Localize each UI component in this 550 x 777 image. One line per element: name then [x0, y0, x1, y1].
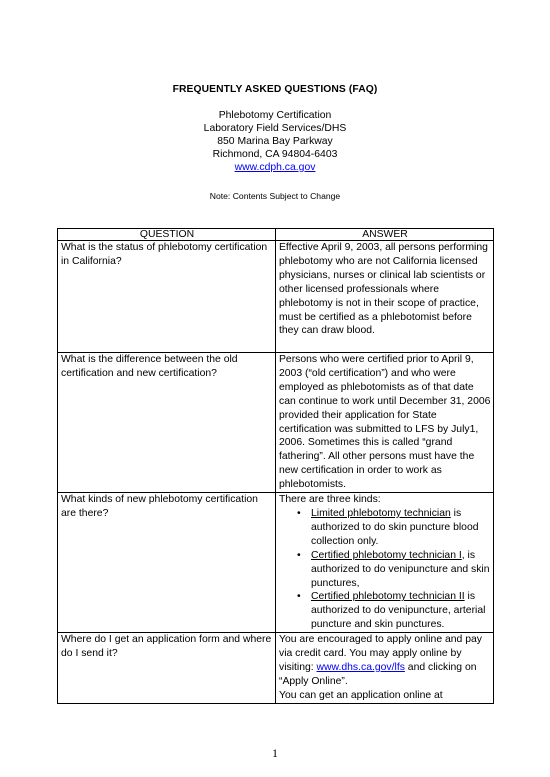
org-city: Richmond, CA 94804-6403	[212, 149, 338, 160]
question-cell: What is the difference between the old certification and new certification?	[58, 353, 276, 493]
question-cell: What is the status of phlebotomy certification in California?	[58, 241, 276, 353]
list-item	[311, 507, 491, 549]
certification-kinds-list	[279, 507, 491, 632]
page-title: FREQUENTLY ASKED QUESTIONS (FAQ)	[172, 84, 378, 95]
question-cell: Where do I get an application form and where do I send it?	[58, 633, 276, 704]
kind-name: Certified phlebotomy technician II	[311, 591, 465, 603]
faq-table	[57, 228, 494, 704]
kind-description: , is authorized to do venipuncture and skin punctures,	[311, 549, 490, 589]
table-row	[58, 353, 494, 493]
list-item	[311, 590, 491, 632]
table-row	[58, 493, 494, 633]
org-division: Laboratory Field Services/DHS	[203, 123, 347, 134]
kind-description: is authorized to do venipuncture, arterial puncture and skin punctures.	[311, 591, 486, 631]
table-row	[58, 241, 494, 353]
lfs-website-link[interactable]: www.dhs.ca.gov/lfs	[316, 661, 405, 673]
table-row	[58, 633, 494, 704]
answer-intro: There are three kinds:	[279, 494, 381, 506]
website-link[interactable]: www.cdph.ca.gov	[234, 162, 316, 173]
org-street: 850 Marina Bay Parkway	[217, 136, 333, 147]
change-note: Note: Contents Subject to Change	[209, 191, 341, 201]
kind-name: Limited phlebotomy technician	[311, 507, 451, 519]
list-item	[311, 549, 491, 591]
question-cell: What kinds of new phlebotomy certification are there?	[58, 493, 276, 633]
table-header-row	[58, 229, 494, 241]
answer-cell: Persons who were certified prior to April 9, 2003 (“old certification”) and who were employed as phlebotomists as of that date can continue to work until December 31, 2006 provided their application for State certification was submitted to LFS by July1, 2006. Sometimes this is called “grand fathering”. All other persons must have the new certification in order to work as phlebotomists.	[276, 353, 494, 493]
answer-cell	[276, 633, 494, 704]
answer-cell: Effective April 9, 2003, all persons performing phlebotomy who are not California licensed physicians, nurses or clinical lab scientists or other licensed professionals where phlebotomy is not in their scope of practice, must be certified as a phlebotomist before they can draw blood.	[276, 241, 494, 353]
page-number: 1	[272, 746, 278, 760]
answer-column-header: ANSWER	[276, 229, 494, 241]
question-column-header: QUESTION	[58, 229, 276, 241]
answer-text: and clicking on “Apply Online”.	[279, 661, 477, 687]
org-name: Phlebotomy Certification	[218, 110, 332, 121]
kind-description: is authorized to do skin puncture blood collection only.	[311, 507, 479, 547]
answer-text: You are encouraged to apply online and pay via credit card. You may apply online by visiting:	[279, 634, 482, 673]
kind-name: Certified phlebotomy technician I	[311, 549, 462, 561]
answer-cell	[276, 493, 494, 633]
answer-text: You can get an application online at	[279, 689, 443, 701]
